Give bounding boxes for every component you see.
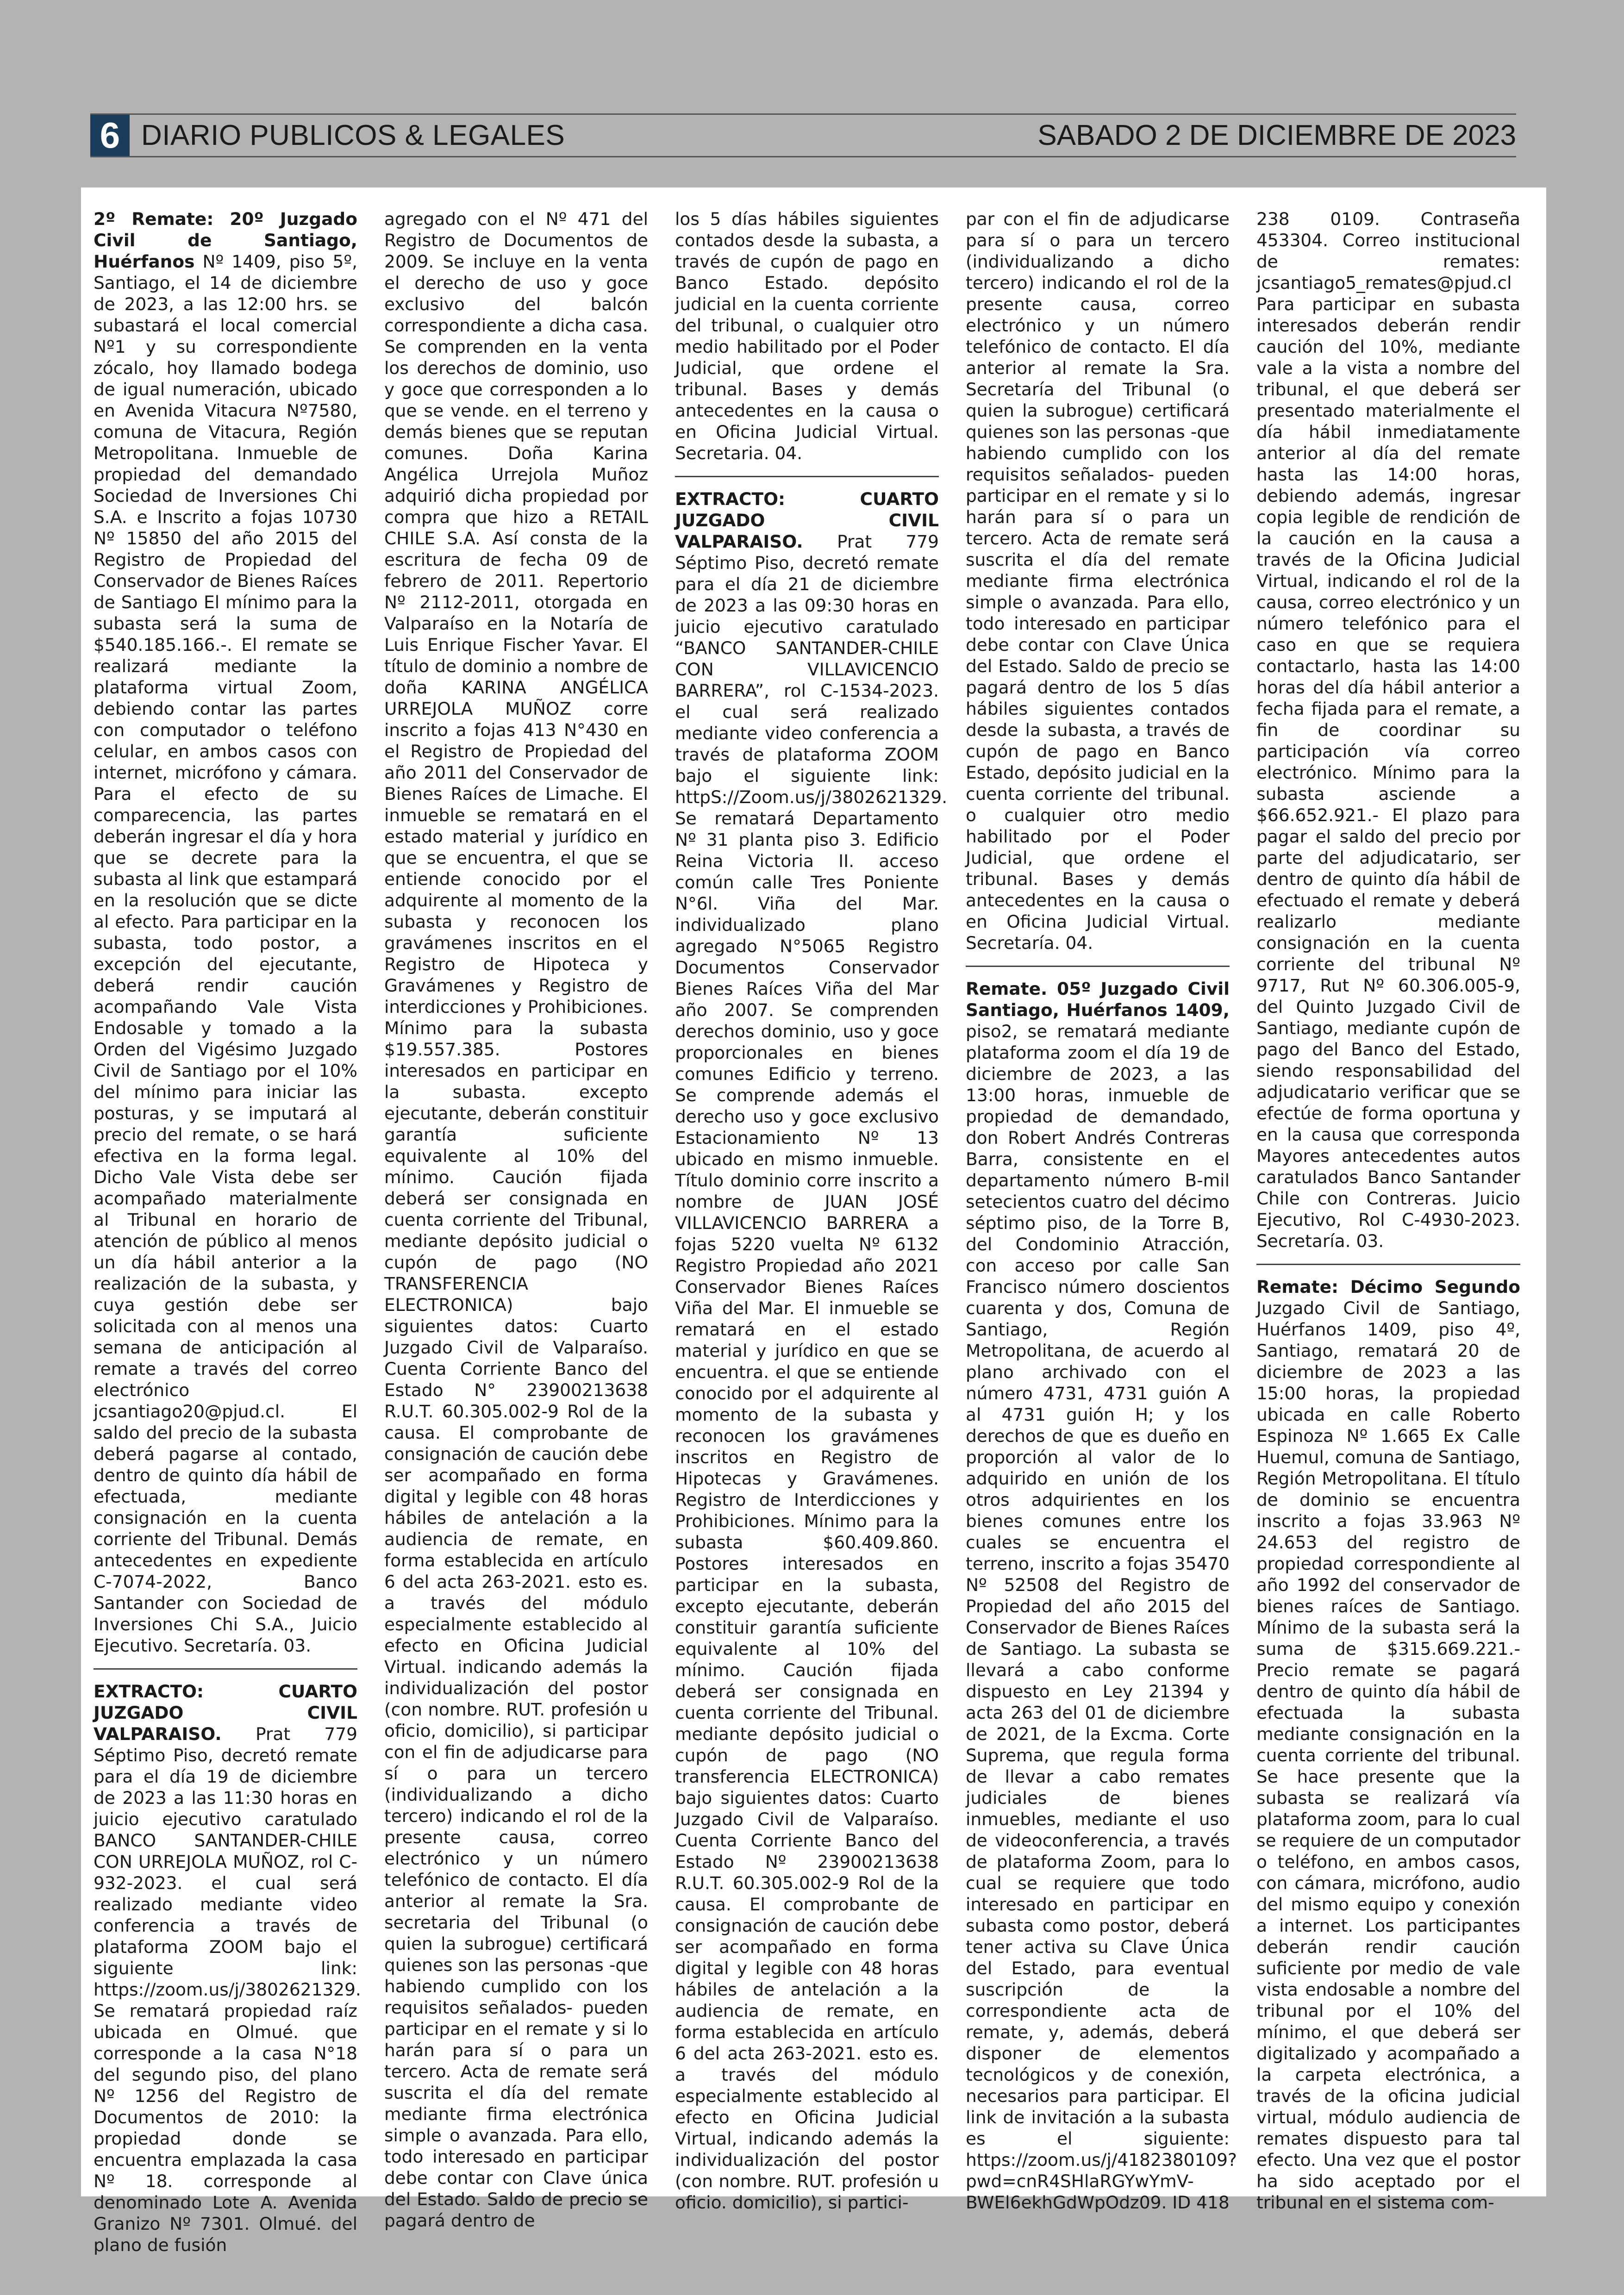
page-number: 6 xyxy=(90,115,130,156)
column-1 xyxy=(94,208,361,2255)
notice-text xyxy=(1256,208,1520,1252)
notice-text xyxy=(675,488,948,2213)
notice-continuation xyxy=(1256,208,1520,1252)
notice-divider xyxy=(675,476,939,477)
column-3 xyxy=(675,208,948,2213)
notice-body: Nº 1409, piso 5º, Santiago, el 14 de diciembre de 2023, a las 12:00 hrs. se subastará el local comercial Nº1 y su correspondiente zócalo, hoy llamado bodega de igual numeración, ubicado en Avenida Vitacura Nº7580, comuna de Vitacura, Región Metropolitana. Inmueble de propiedad del demandado Sociedad de Inversiones Chi S.A. e Inscrito a fojas 10730 Nº 15850 del año 2015 del Registro de Propiedad del Conservador de Bienes Raíces de Santiago El mínimo para la subasta será la suma de $540.185.166.-. El remate se realizará mediante la plataforma virtual Zoom, debiendo contar las partes con computador o teléfono celular, en ambos casos con internet, micrófono y cámara. Para el efecto de su comparecencia, las partes deberán ingresar el día y hora que se decrete para la subasta al link que estampará en la resolución que se dicte al efecto. Para participar en la subasta, todo postor, a excepción del ejecutante, deberá rendir caución acompañando Vale Vista Endosable y tomado a la Orden del Vigésimo Juzgado Civil de Santiago por el 10% del mínimo para iniciar las posturas, y se imputará al precio del remate, o se hará efectiva en la forma legal. Dicho Vale Vista debe ser acompañado materialmente al Tribunal en horario de atención de público al menos un día hábil anterior a la realización de la subasta, y cuya gestión debe ser solicitada con al menos una semana de anticipación al remate a través del correo electrónico jcsantiago20@pjud.cl. El saldo del precio de la subasta deberá pagarse al contado, dentro de quinto día hábil de efectuada, mediante consignación en la cuenta corriente del Tribunal. Demás antecedentes en expediente C-7074-2022, Banco Santander con Sociedad de Inversiones Chi S.A., Juicio Ejecutivo. Secretaría. 03. xyxy=(94,251,357,1656)
notice xyxy=(1256,1276,1520,2213)
legal-notices-page xyxy=(81,187,1546,2255)
notice-text xyxy=(966,978,1237,2213)
notice-heading: EXTRACTO: CUARTO JUZGADO CIVIL VALPARAISO. xyxy=(94,1681,357,1744)
column-5 xyxy=(1256,208,1520,2213)
notice-continuation xyxy=(675,208,939,464)
notice-text xyxy=(384,208,648,2231)
notice-body: los 5 días hábiles siguientes contados desde la subasta, a través de cupón de pago en Banco Estado. depósito judicial en la cuenta corriente del tribunal, o cualquier otro medio habilitado por el Poder Judicial, que ordene el tribunal. Bases y demás antecedentes en la causa o en Oficina Judicial Virtual. Secretaria. 04. xyxy=(675,209,939,463)
notice-text xyxy=(94,1681,361,2256)
notice-divider xyxy=(1256,1264,1520,1265)
notice-body: Juzgado Civil de Santiago, Huérfanos 1409, piso 4º, Santiago, rematará 20 de diciembre de 2023 a las 15:00 horas, la propiedad ubicada en calle Roberto Espinoza Nº 1.665 Ex Calle Huemul, comuna de Santiago, Región Metropolitana. El título de dominio se encuentra inscrito a fojas 33.963 Nº 24.653 del registro de propiedad correspondiente al año 1992 del conservador de bienes raíces de Santiago. Mínimo de la subasta será la suma de $315.669.221.- Precio remate se pagará dentro de quinto día hábil de efectuada la subasta mediante consignación en la cuenta corriente del tribunal. Se hace presente que la subasta se realizará vía plataforma zoom, para lo cual se requiere de un computador o teléfono, en ambos casos, con cámara, micrófono, audio del mismo equipo y conexión a internet. Los participantes deberán rendir caución suficiente por medio de vale vista endosable a nombre del tribunal por el 10% del mínimo, el que deberá ser digitalizado y acompañado a la carpeta electrónica, a través de la oficina judicial virtual, módulo audiencia de remates dispuesto para tal efecto. Una vez que el postor ha sido aceptado por el tribunal en el sistema com- xyxy=(1256,1298,1520,2213)
notice-text xyxy=(94,208,357,1656)
notice-body: agregado con el Nº 471 del Registro de Documentos de 2009. Se incluye en la venta el derecho de uso y goce exclusivo del balcón correspondiente a dicha casa. Se comprenden en la venta los derechos de dominio, uso y goce que corresponden a lo que se vende. en el terreno y demás bienes que se reputan comunes. Doña Karina Angélica Urrejola Muñoz adquirió dicha propiedad por compra que hizo a RETAIL CHILE S.A. Así consta de la escritura de fecha 09 de febrero de 2011. Repertorio Nº 2112-2011, otorgada en Valparaíso en la Notaría de Luis Enrique Fischer Yavar. El título de dominio a nombre de doña KARINA ANGÉLICA URREJOLA MUÑOZ corre inscrito a fojas 413 N°430 en el Registro de Propiedad del año 2011 del Conservador de Bienes Raíces de Limache. El inmueble se rematará en el estado material y jurídico en que se encuentra, el que se entiende conocido por el adquirente al momento de la subasta y reconocen los gravámenes inscritos en el Registro de Hipoteca y Gravámenes y Registro de interdicciones y Prohibiciones. Mínimo para la subasta $19.557.385. Postores interesados en participar en la subasta. excepto ejecutante, deberán constituir garantía suficiente equivalente al 10% del mínimo. Caución fijada deberá ser consignada en cuenta corriente del Tribunal, mediante depósito judicial o cupón de pago (NO TRANSFERENCIA ELECTRONICA) bajo siguientes datos: Cuarto Juzgado Civil de Valparaíso. Cuenta Corriente Banco del Estado N° 23900213638 R.U.T. 60.305.002-9 Rol de la causa. El comprobante de consignación de caución debe ser acompañado en forma digital y legible con 48 horas hábiles de antelación a la audiencia de remate, en forma establecida en artículo 6 del acta 263-2021. esto es. a través del módulo especialmente establecido al efecto en Oficina Judicial Virtual. indicando además la individualización del postor (con nombre. RUT. profesión u oficio, domicilio), si participar con el fin de adjudicarse para sí o para un tercero (individualizando a dicho tercero) indicando el rol de la presente causa, correo electrónico y un número telefónico de contacto. El día anterior al remate la Sra. secretaria del Tribunal (o quien la subrogue) certificará quienes son las personas -que habiendo cumplido con los requisitos señalados- pueden participar en el remate y si lo harán para sí o para un tercero. Acta de remate será suscrita el día del remate mediante firma electrónica simple o avanzada. Para ello, todo interesado en participar debe contar con Clave única del Estado. Saldo de precio se pagará dentro de xyxy=(384,209,648,2231)
notice-heading: Remate: Décimo Segundo xyxy=(1256,1277,1520,1297)
publication-title: DIARIO PUBLICOS & LEGALES xyxy=(141,119,565,151)
notice-heading: EXTRACTO: CUARTO JUZGADO CIVIL VALPARAISO. xyxy=(675,489,939,552)
notice-divider xyxy=(94,1668,357,1670)
notice xyxy=(94,208,357,1656)
notice-text xyxy=(966,208,1230,954)
notice-body: piso2, se rematará mediante plataforma zoom el día 19 de diciembre de 2023, a las 13:00 horas, inmueble de propiedad de demandado, don Robert Andrés Contreras Barra, consistente en el departamento número B-mil setecientos cuatro del décimo séptimo piso, de la Torre B, del Condominio Atracción, con acceso por calle San Francisco número doscientos cuarenta y dos, Comuna de Santiago, Región Metropolitana, de acuerdo al plano archivado con el número 4731, 4731 guión A al 4731 guión H; y los derechos de que es dueño en proporción al valor de lo adquirido en unión de los otros adquirientes en los bienes comunes entre los cuales se encuentra el terreno, inscrito a fojas 35470 Nº 52508 del Registro de Propiedad del año 2015 del Conservador de Bienes Raíces de Santiago. La subasta se llevará a cabo conforme dispuesto en Ley 21394 y acta 263 del 01 de diciembre de 2021, de la Excma. Corte Suprema, que regula forma de llevar a cabo remates judiciales de bienes inmuebles, mediante el uso de videoconferencia, a través de plataforma Zoom, para lo cual se requiere que todo interesado en participar en subasta como postor, deberá tener activa su Clave Única del Estado, para eventual suscripción de la correspondiente acta de remate, y, además, deberá disponer de elementos tecnológicos y de conexión, necesarios para participar. El link de invitación a la subasta es el siguiente: https://zoom.us/j/4182380109?pwd=cnR4SHlaRGYwYmV-BWEl6ekhGdWpOdz09. ID 418 xyxy=(966,1021,1237,2213)
notice xyxy=(94,1681,361,2256)
notice-body: par con el fin de adjudicarse para sí o para un tercero (individualizando a dicho tercero) indicando el rol de la presente causa, correo electrónico y un número telefónico de contacto. El día anterior al remate la Sra. Secretaría del Tribunal (o quien la subrogue) certificará quienes son las personas -que habiendo cumplido con los requisitos señalados- pueden participar en el remate y si lo harán para sí o para un tercero. Acta de remate será suscrita el día del remate mediante firma electrónica simple o avanzada. Para ello, todo interesado en participar debe contar con Clave Única del Estado. Saldo de precio se pagará dentro de los 5 días hábiles siguientes contados desde la subasta, a través de cupón de pago en Banco Estado, depósito judicial en la cuenta corriente del tribunal. o cualquier otro medio habilitado por el Poder Judicial, que ordene el tribunal. Bases y demás antecedentes en la causa o en Oficina Judicial Virtual. Secretaría. 04. xyxy=(966,209,1230,953)
notice-continuation xyxy=(966,208,1230,954)
notice-heading: 2º Remate: 20º Juzgado Civil de Santiago, Huérfanos xyxy=(94,209,357,272)
notice-body: Prat 779 Séptimo Piso, decretó remate para el día 19 de diciembre de 2023 a las 11:30 horas en juicio ejecutivo caratulado BANCO SANTANDER-CHILE CON URREJOLA MUÑOZ, rol C-932-2023. el cual será realizado mediante video conferencia a través de plataforma ZOOM bajo el siguiente link: https://zoom.us/j/3802621329. Se rematará propiedad raíz ubicada en Olmué. que corresponde a la casa N°18 del segundo piso, del plano Nº 1256 del Registro de Documentos de 2010: la propiedad donde se encuentra emplazada la casa Nº 18. corresponde al denominado Lote A. Avenida Granizo Nº 7301. Olmué. del plano de fusión xyxy=(94,1724,361,2255)
notice xyxy=(966,978,1237,2213)
notice-text xyxy=(675,208,939,464)
notice-text xyxy=(1256,1276,1520,2213)
notice-divider xyxy=(966,966,1230,967)
publication-date: SABADO 2 DE DICIEMBRE DE 2023 xyxy=(1037,119,1516,151)
notice xyxy=(675,488,948,2213)
column-4 xyxy=(966,208,1237,2213)
column-2 xyxy=(384,208,648,2231)
notice-heading: Remate. 05º Juzgado Civil Santiago, Huérfanos 1409, xyxy=(966,979,1230,1020)
page-header xyxy=(90,113,1516,157)
notice-body: Prat 779 Séptimo Piso, decretó remate para el día 21 de diciembre de 2023 a las 09:30 horas en juicio ejecutivo caratulado “BANCO SANTANDER-CHILE CON VILLAVICENCIO BARRERA”, rol C-1534-2023. el cual será realizado mediante video conferencia a través de plataforma ZOOM bajo el siguiente link: httpS://Zoom.us/j/3802621329. Se rematará Departamento Nº 31 planta piso 3. Edificio Reina Victoria II. acceso común calle Tres Poniente N°6l. Viña del Mar. individualizado plano agregado N°5065 Registro Documentos Conservador Bienes Raíces Viña del Mar año 2007. Se comprenden derechos dominio, uso y goce proporcionales en bienes comunes Edificio y terreno. Se comprende además el derecho uso y goce exclusivo Estacionamiento Nº 13 ubicado en mismo inmueble. Título dominio corre inscrito a nombre de JUAN JOSÉ VILLAVICENCIO BARRERA a fojas 5220 vuelta Nº 6132 Registro Propiedad año 2021 Conservador Bienes Raíces Viña del Mar. El inmueble se rematará en el estado material y jurídico en que se encuentra. el que se entiende conocido por el adquirente al momento de la subasta y reconocen los gravámenes inscritos en Registro de Hipotecas y Gravámenes. Registro de Interdicciones y Prohibiciones. Mínimo para la subasta $60.409.860. Postores interesados en participar en la subasta, excepto ejecutante, deberán constituir garantía suficiente equivalente al 10% del mínimo. Caución fijada deberá ser consignada en cuenta corriente del Tribunal. mediante depósito judicial o cupón de pago (NO transferencia ELECTRONICA) bajo siguientes datos: Cuarto Juzgado Civil de Valparaíso. Cuenta Corriente Banco del Estado Nº 23900213638 R.U.T. 60.305.002-9 Rol de la causa. El comprobante de consignación de caución debe ser acompañado en forma digital y legible con 48 horas hábiles de antelación a la audiencia de remate, en forma establecida en artículo 6 del acta 263-2021. esto es. a través del módulo especialmente establecido al efecto en Oficina Judicial Virtual, indicando además la individualización del postor (con nombre. RUT. profesión u oficio. domicilio), si partici- xyxy=(675,531,948,2213)
notice-continuation xyxy=(384,208,648,2231)
notice-body: 238 0109. Contraseña 453304. Correo institucional de remates: jcsantiago5_remates@pjud.cl Para participar en subasta interesados deberán rendir caución del 10%, mediante vale a la vista a nombre del tribunal, el que deberá ser presentado materialmente el día hábil inmediatamente anterior al día del remate hasta las 14:00 horas, debiendo además, ingresar copia legible de rendición de la caución en la causa a través de la Oficina Judicial Virtual, indicando el rol de la causa, correo electrónico y un número telefónico para el caso en que se requiera contactarlo, hasta las 14:00 horas del día hábil anterior a fecha fijada para el remate, a fin de coordinar su participación vía correo electrónico. Mínimo para la subasta asciende a $66.652.921.- El plazo para pagar el saldo del precio por parte del adjudicatario, ser dentro de quinto día hábil de efectuado el remate y deberá realizarlo mediante consignación en la cuenta corriente del tribunal Nº 9717, Rut Nº 60.306.005-9, del Quinto Juzgado Civil de Santiago, mediante cupón de pago del Banco del Estado, siendo responsabilidad del adjudicatario verificar que se efectúe de forma oportuna y en la causa que corresponda Mayores antecedentes autos caratulados Banco Santander Chile con Contreras. Juicio Ejecutivo, Rol C-4930-2023. Secretaría. 03. xyxy=(1256,209,1520,1251)
